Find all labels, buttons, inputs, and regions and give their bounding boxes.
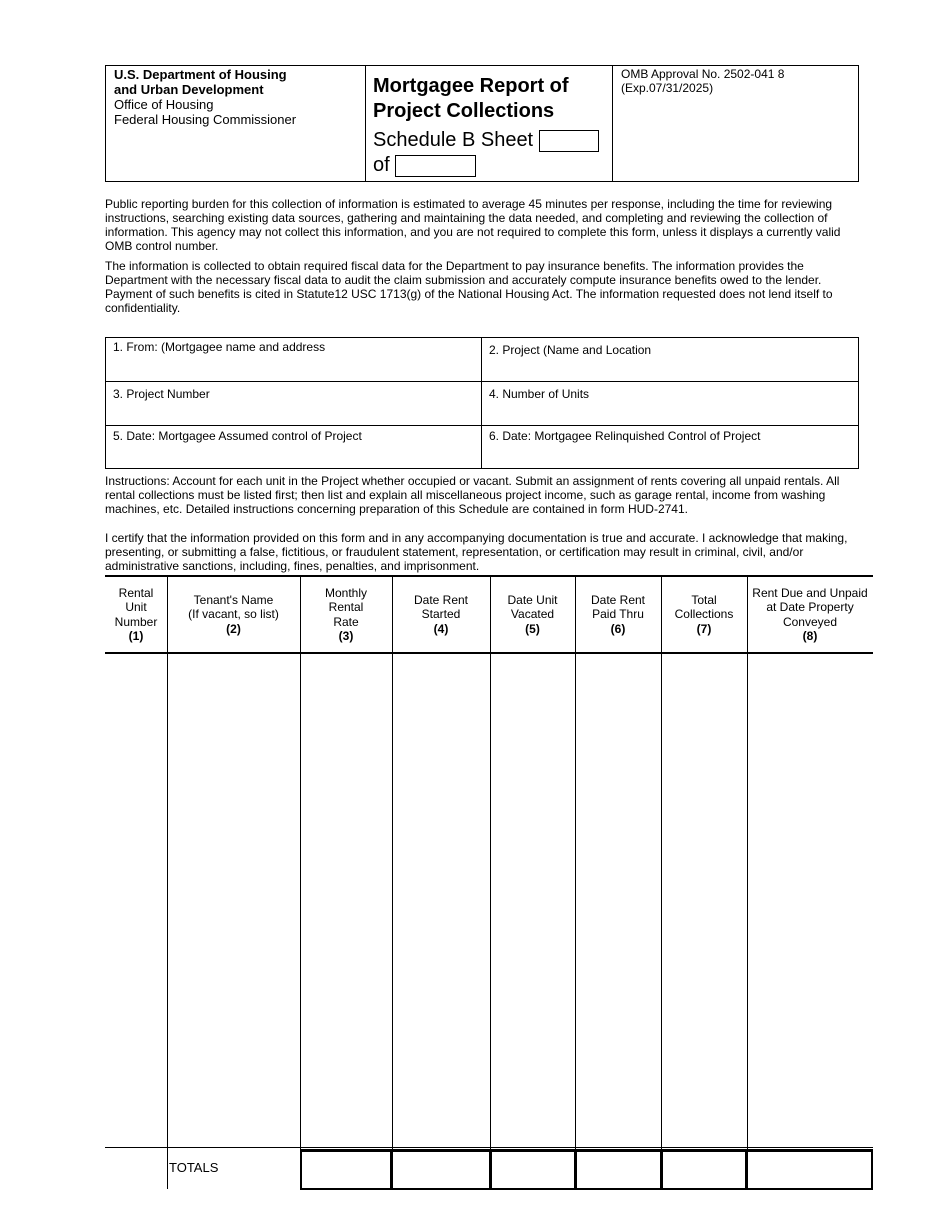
date-relinquished-label: 6. Date: Mortgagee Relinquished Control of Project: [489, 429, 761, 443]
column-header-text: Conveyed: [782, 614, 838, 629]
column-header-text: Date Rent: [590, 592, 646, 607]
certification-statement: I certify that the information provided on this form and in any accompanying documentation is true and accurate. I acknowledge that making, presenting, or submitting a false, fictitious, or fraudulent statement, representation, or certification may result in criminal, civil, and/or administrative sanctions, including, fines, penalties, and imprisonment.: [105, 531, 848, 573]
agency-line-1: U.S. Department of Housing: [114, 67, 287, 82]
instructions: Instructions: Account for each unit in the Project whether occupied or vacant. Submit an assignment of rents covering all unpaid rentals. All rental collections must be listed first; then list and explain all miscellaneous project income, such as garage rental, income from washing machines, etc. Detailed instructions concerning preparation of this Schedule are contained in form HUD-2741.: [105, 474, 840, 516]
column-divider: [392, 575, 393, 1149]
column-number: (8): [802, 629, 818, 643]
date-assumed-label: 5. Date: Mortgagee Assumed control of Project: [113, 429, 362, 443]
column-divider: [167, 575, 168, 1189]
purpose-statement: The information is collected to obtain required fiscal data for the Department to pay insurance benefits. The information provides the Department with the necessary fiscal data to audit the claim submission and accurately compute insurance benefits owed to the lender. Payment of such benefits is cited in Statute12 USC 1713(g) of the National Housing Act. The information requested does not lend itself to confidentiality.: [105, 259, 833, 315]
column-number: (4): [433, 621, 449, 636]
project-label: 2. Project (Name and Location: [489, 343, 652, 357]
column-header-text: Unit: [125, 600, 147, 614]
column-header: [300, 577, 392, 652]
totals-label: TOTALS: [169, 1160, 219, 1175]
column-header: [575, 577, 661, 652]
form-header: [105, 65, 859, 182]
column-header: [392, 577, 490, 652]
column-header-text: Rent Due and Unpaid: [752, 585, 868, 600]
column-header: [167, 577, 300, 652]
column-header-text: at Date Property: [766, 600, 854, 614]
column-divider: [661, 575, 662, 1149]
from-label: 1. From: (Mortgagee name and address: [113, 340, 326, 354]
column-divider: [490, 575, 491, 1149]
date-relinquished-field[interactable]: [482, 426, 858, 468]
column-header: [661, 577, 747, 652]
column-number: (7): [696, 621, 712, 636]
column-divider: [575, 575, 576, 1149]
title-block: [366, 66, 613, 181]
column-number: (5): [525, 621, 540, 636]
omb-expiration: (Exp.07/31/2025): [621, 81, 714, 95]
number-of-units-field[interactable]: [482, 382, 858, 425]
form-title-line-1: Mortgagee Report of: [373, 75, 569, 97]
total-collections[interactable]: [661, 1150, 747, 1190]
form-title-line-2: Project Collections: [373, 100, 555, 122]
of-label: of: [373, 154, 390, 176]
column-header-text: Monthly: [324, 585, 368, 600]
sheet-number-field[interactable]: [539, 130, 599, 152]
column-divider: [747, 575, 748, 1149]
total-rent-due-unpaid[interactable]: [746, 1150, 873, 1190]
project-number-field[interactable]: [106, 382, 482, 425]
column-header: [105, 577, 167, 652]
number-of-units-label: 4. Number of Units: [489, 387, 590, 401]
office-line-1: Office of Housing: [114, 97, 214, 112]
column-header-text: Rental: [328, 600, 364, 614]
sheet-total-field[interactable]: [395, 155, 476, 177]
column-header: [490, 577, 575, 652]
project-number-label: 3. Project Number: [113, 387, 210, 401]
column-header-text: Paid Thru: [592, 607, 644, 622]
column-header-text: Rate: [333, 614, 359, 629]
project-info-grid: [105, 337, 859, 469]
column-header-text: Date Unit: [507, 592, 558, 607]
column-header-text: Started: [421, 607, 461, 622]
column-header-text: Tenant's Name: [193, 592, 274, 607]
total-date-unit-vacated[interactable]: [490, 1150, 576, 1190]
total-date-rent-paid-thru[interactable]: [575, 1150, 662, 1190]
schedule-line: [373, 128, 605, 178]
from-field[interactable]: [106, 338, 482, 381]
column-number: (3): [338, 629, 354, 643]
header-bottom-border: [105, 652, 873, 654]
total-date-rent-started[interactable]: [391, 1150, 491, 1190]
omb-approval: OMB Approval No. 2502-041 8: [621, 67, 785, 81]
column-header: [747, 577, 873, 652]
column-header-text: (If vacant, so list): [188, 607, 279, 622]
totals-top-border: [105, 1147, 873, 1148]
burden-statement: Public reporting burden for this collection of information is estimated to average 45 minutes per response, including the time for reviewing instructions, searching existing data sources, gathering and maintaining the data needed, and completing and reviewing the collection of information. This agency may not collect this information, and you are not required to complete this form, unless it displays a currently valid OMB control number.: [105, 197, 841, 253]
agency-block: [106, 66, 366, 181]
column-header-text: Vacated: [510, 607, 555, 622]
column-header-text: Date Rent: [413, 592, 469, 607]
column-header-text: Number: [114, 614, 158, 629]
column-header-text: Total: [691, 592, 717, 607]
agency-line-2: and Urban Development: [114, 82, 264, 97]
column-number: (2): [226, 621, 241, 636]
column-divider: [300, 575, 301, 1149]
column-number: (6): [610, 621, 626, 636]
column-number: (1): [128, 629, 144, 643]
column-header-text: Rental: [118, 585, 154, 600]
omb-block: [613, 66, 858, 181]
date-assumed-field[interactable]: [106, 426, 482, 468]
column-header-text: Collections: [674, 607, 734, 622]
total-monthly-rental-rate[interactable]: [300, 1150, 392, 1190]
office-line-2: Federal Housing Commissioner: [114, 112, 297, 127]
schedule-label: Schedule B Sheet: [373, 129, 534, 151]
project-field[interactable]: [482, 338, 858, 381]
